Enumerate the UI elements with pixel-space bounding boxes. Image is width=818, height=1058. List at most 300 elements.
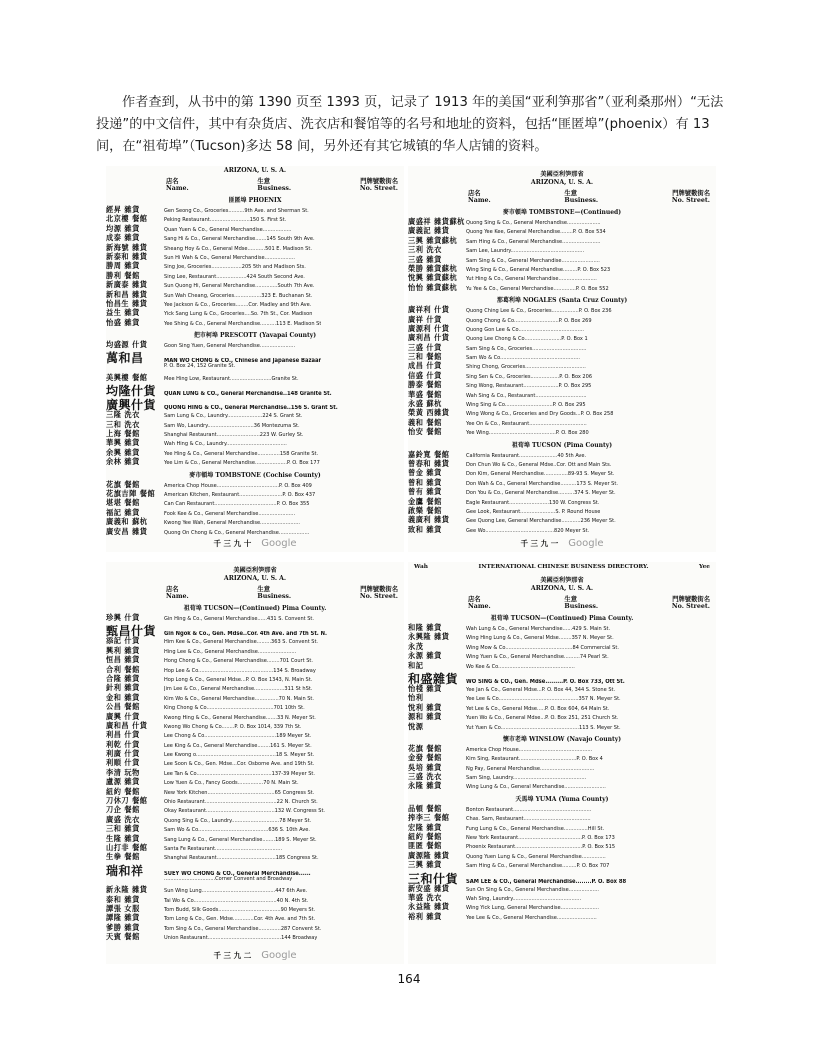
directory-entry (106, 340, 404, 349)
google-watermark: Google (261, 538, 297, 549)
entry-english: Quong Sing & Co., General Merchandise..................... (466, 220, 601, 226)
directory-entry (408, 804, 716, 813)
entry-chinese-name: 廣源隆 雜貨 (408, 850, 450, 860)
directory-entry (106, 796, 404, 805)
entry-english: Lee King & Co., General Merchandise........161 S. Meyer St. (164, 742, 312, 749)
entry-english: Lee Soon & Co., Gen. Mdse...Cor. Osborne Ave. and 19th St. (164, 761, 315, 768)
entry-chinese-name: 利乾 什貨 (106, 739, 140, 749)
entry-chinese-name: 曾有 雜貨 (408, 487, 442, 497)
page-header-english: ARIZONA, U. S. A. (530, 179, 594, 186)
entry-chinese-name: 山打非 餐館 (106, 842, 148, 852)
col-business-en: Business. (564, 603, 599, 610)
entry-english: Wah Sing, Laundry........................................... (466, 895, 582, 902)
directory-entry (106, 646, 404, 655)
entry-english: Wah Sing & Co., Restaurant................................ (466, 392, 587, 399)
directory-entry (408, 823, 716, 832)
entry-chinese-name: 公昌 餐館 (106, 702, 140, 712)
entry-english: Mee Hing Low, Restaurant..........................Granite St. (164, 375, 299, 382)
directory-entry (106, 758, 404, 767)
directory-entry (106, 777, 404, 786)
directory-entry (408, 870, 716, 884)
entry-chinese-name: 珍興 什貨 (106, 613, 140, 622)
directory-entry (106, 280, 404, 289)
entry-chinese-name: 上海 餐館 (106, 429, 140, 439)
entry-chinese-name: 品頓 餐館 (408, 803, 442, 813)
entry-english: Sing Joe, Groceries...................205 5th and Madison Sts. (164, 264, 306, 271)
scan-page-1393 (408, 562, 716, 964)
scan-footer (408, 538, 716, 549)
entry-chinese-name: 怡昌生 雜貨 (106, 298, 148, 308)
entry-chinese-name: 恒昌 雜貨 (106, 655, 140, 665)
directory-entry (106, 730, 404, 739)
entry-chinese-name: 瑞和祥 (106, 863, 144, 878)
entry-english: Tom Budd, Silk Goods.......................................90 Meyers St. (164, 906, 316, 913)
entry-chinese-name: 怡盛 雜貨 (106, 317, 140, 327)
directory-entry (408, 324, 716, 333)
entry-english: Sam Lee, Laundry.............................................. (466, 248, 585, 255)
entry-english: Ng Pay, General Merchandise.................................. (466, 765, 595, 772)
entry-chinese-name: 盧源 雜貨 (106, 777, 140, 787)
running-header (408, 562, 716, 572)
entry-english: Peking Restaurant.........................150 S. First St. (164, 217, 287, 224)
entry-english: Hong Chong & Co., General Merchandise........701 Court St. (164, 658, 313, 665)
page-header-chinese: 美國亞利笋那省 (540, 171, 584, 178)
entry-english: Sun Wing Lung..............................................447 6th Ave. (164, 888, 308, 895)
directory-entry (106, 885, 404, 894)
entry-chinese-name: 致和 雜貨 (408, 524, 442, 534)
directory-entry (106, 721, 404, 730)
directory-entry (106, 271, 404, 280)
directory-entry (408, 459, 716, 468)
entry-chinese-name: 三盛 洗衣 (408, 772, 442, 782)
entry-english: Hop Long & Co., General Mdse...P. O. Box 1343, N. Main St. (164, 676, 313, 683)
entry-english: Don You & Co., General Merchandise..........374 S. Meyer St. (466, 490, 616, 497)
page-header-chinese: 美國亞利笋那省 (540, 577, 584, 584)
entry-chinese-name: 永益隆 雜貨 (408, 902, 450, 912)
entry-chinese-name: 金發 餐館 (408, 753, 442, 763)
entry-chinese-name: 悅源 (408, 721, 424, 731)
entry-chinese-name: 均源 雜貨 (106, 223, 140, 233)
directory-entry (106, 448, 404, 457)
directory-entry (106, 349, 404, 366)
entry-chinese-name: 益生 雜貨 (106, 308, 140, 318)
directory-entry (408, 217, 716, 226)
page-number: 164 (397, 972, 421, 986)
col-business-cn: 生意 (564, 596, 578, 603)
footer-page-number: 千 三 九 十 (213, 539, 252, 548)
entry-english: Sam Sing, Laundry.............................................. (466, 775, 587, 782)
entry-chinese-name: 紐約 餐館 (408, 832, 442, 842)
directory-entry (106, 712, 404, 721)
entry-english: SUEY WO CHONG & CO., General Merchandise...... (164, 870, 311, 877)
entry-english: Wah Lung & Co., General Merchandise......429 S. Main St. (466, 626, 611, 632)
entry-chinese-name: 廣祥 什貨 (408, 314, 442, 324)
entry-english: Hing Lee & Co., General Merchandise........................ (164, 648, 297, 655)
directory-entry (408, 245, 716, 254)
directory-entry (408, 226, 716, 235)
entry-chinese-name: 新廣泰 雜貨 (106, 280, 148, 290)
section-title: 麥市頓埠 TOMBSTONE (Cochise County) (189, 471, 321, 479)
entry-english: America Chop House.............................................. (466, 746, 593, 753)
directory-entry (408, 399, 716, 408)
col-address (360, 178, 398, 192)
entry-chinese-name: 華盛 洗衣 (408, 892, 442, 902)
scan-page-1390 (106, 166, 404, 552)
entry-chinese-name: 金鷹 餐館 (408, 496, 442, 506)
runner-left: Wah (414, 564, 428, 570)
entry-english: Wing Wong & Co., Groceries and Dry Goods...P. O. Box 258 (466, 411, 614, 418)
section-title: 懷市老埠 WINSLOW (Navajo County) (502, 735, 622, 743)
entry-english: Wing Hing Lung & Co., General Mdse........357 N. Meyer St. (466, 635, 614, 642)
col-address-en: No. Street. (671, 197, 710, 204)
col-name-en: Name. (468, 197, 491, 204)
col-business-cn: 生意 (257, 178, 271, 185)
section-title: 祖荀埠 TUCSON—(Continued) Pima County. (490, 615, 634, 622)
directory-entry (408, 722, 716, 731)
entry-chinese-name: 利廣 什貨 (106, 749, 140, 759)
entry-english: ................................Corner Convent and Broadway (164, 875, 293, 882)
entry-chinese-name: 啟樂 餐館 (408, 505, 442, 515)
entry-chinese-name: 新泰和 雜貨 (106, 251, 148, 261)
entry-english: Gee Quong Lee, General Merchandise............236 Meyer St. (466, 518, 616, 525)
entry-chinese-name: 匪匿 餐館 (408, 841, 442, 851)
directory-entry (106, 318, 404, 327)
entry-english: Gen Seong Co., Groceries..........9th Ave. and Sherman St. (164, 208, 309, 214)
col-address-cn: 門牌號數街名 (360, 178, 398, 185)
entry-english: Yee Lee & Co., General Merchandise......................... (466, 914, 597, 921)
directory-entry (408, 693, 716, 702)
entry-english: Fook Kee & Co., General Merchandise....................... (164, 510, 296, 517)
directory-list (408, 450, 716, 535)
directory-entry (106, 740, 404, 749)
directory-entry (106, 768, 404, 777)
entry-english: Ohio Restaurant.............................................22 N. Church St. (164, 799, 318, 806)
directory-list (106, 205, 404, 327)
directory-entry (408, 515, 716, 524)
entry-chinese-name: 余林 雜貨 (106, 457, 140, 467)
directory-entry (408, 450, 716, 459)
directory-entry (408, 408, 716, 417)
entry-english: Can Can Restaurant.......................................P. O. Box 355 (164, 501, 310, 508)
entry-chinese-name: 針利 雜貨 (106, 683, 140, 693)
entry-english: Yee Jan & Co., General Mdse...P. O. Box 44, 344 S. Stone St. (466, 686, 616, 693)
entry-english: Sun Hi Wah & Co., General Merchandise................... (164, 254, 295, 261)
entry-english: Wing Lung & Co., General Merchandise.......................... (466, 784, 606, 791)
entry-english: Jim Lee & Co., General Merchandise...................311 St hSt. (164, 686, 313, 693)
directory-entry (106, 683, 404, 692)
directory-entry (106, 214, 404, 223)
directory-entry (408, 478, 716, 487)
entry-english: Kwong Yee Wah, General Merchandise......................... (164, 520, 300, 527)
entry-english: Sang Hi & Co., General Merchandise.......145 South 9th Ave. (164, 236, 315, 243)
entry-chinese-name: 永盛 蘇杭 (408, 399, 442, 409)
entry-english: Sun Wah Cheang, Groceries.................323 E. Buchanan St. (164, 292, 313, 299)
entry-english: Yut Hing & Co., General Merchandise........................ (466, 276, 597, 283)
directory-entry (408, 651, 716, 660)
entry-chinese-name: 李清 玩物 (106, 767, 140, 777)
entry-chinese-name: 怡利 (408, 693, 424, 703)
entry-english: Bonton Restaurant................................................. (466, 806, 592, 813)
section-title: 祖荀埠 TUCSON—(Continued) Pima County. (183, 605, 327, 612)
section-title: 把市柯埠 PRESCOTT (Yavapai County) (193, 332, 317, 340)
directory-list (106, 340, 404, 467)
entry-english: Quan Yuen & Co., General Merchandise.................. (164, 226, 292, 233)
entry-english: King Chong & Co..........................................701 10th St. (164, 705, 305, 712)
entry-chinese-name: 和盛雜貨 (408, 671, 459, 686)
directory-entry (106, 913, 404, 922)
entry-chinese-name: 三和什貨 (408, 871, 459, 886)
entry-english: Wing Mow & Co..........................................84 Commercial St. (466, 644, 619, 651)
entry-chinese-name: 裕利 雜貨 (408, 911, 442, 921)
directory-entry (106, 243, 404, 252)
entry-english: Yee Hing & Co., General Merchandise..............158 Granite St. (164, 450, 319, 457)
entry-english: Sam Lung & Co., Laundry......................224 S. Grant St. (164, 413, 303, 420)
col-name (468, 190, 491, 204)
runner-right: Yee (698, 564, 710, 570)
entry-chinese-name: 永茂 (408, 641, 424, 651)
entry-chinese-name: 紐約 餐館 (106, 786, 140, 796)
intro-paragraph: 作者查到，从书中的第 1390 页至 1393 页，记录了 1913 年的美国“亚利笋那省”（亚利桑那州）“无法投递”的中文信件，其中有杂货店、洗衣店和餐馆等的名号和地址的资料，包括“匪匿埠”(phoenix）有 13 间，在“祖荀埠”（Tucson)多达 58 间，另外还有其它城镇的华人店铺的资料。 (96, 95, 724, 154)
entry-chinese-name: 勝泰 餐館 (408, 380, 442, 390)
entry-chinese-name: 天賓 餐館 (106, 932, 140, 942)
entry-chinese-name: 新海號 雜貨 (106, 242, 148, 252)
entry-english: Him Kee & Co., General Merchandise.........363 S. Convent St. (164, 639, 319, 646)
directory-entry (408, 781, 716, 790)
directory-entry (106, 299, 404, 308)
entry-english: Sam Wo & Co............................................636 S. 10th Ave. (164, 827, 310, 834)
entry-chinese-name: 利昌 什貨 (106, 730, 140, 740)
directory-entry (106, 904, 404, 913)
col-name-cn: 店名 (468, 596, 481, 603)
entry-english: Wo Kee & Co................................................ (466, 663, 575, 670)
col-address (360, 586, 398, 600)
directory-entry (408, 273, 716, 282)
directory-entry (408, 851, 716, 860)
directory-entry (408, 315, 716, 324)
entry-chinese-name: 美興樓 餐館 (106, 372, 148, 382)
entry-english: SAM LEE & CO., General Merchandise........P. O. Box 88 (466, 878, 627, 885)
entry-english: Wah Hing & Co., Laundry...................................... (164, 441, 287, 448)
entry-chinese-name: 廣盛 洗衣 (106, 814, 140, 824)
entry-english: Sun On Sing & Co., General Merchandise................... (466, 886, 600, 893)
entry-english: Hop Lee & Co...............................................134 S. Broadway (164, 667, 316, 674)
entry-chinese-name: 甄昌什貨 (106, 624, 157, 639)
directory-entry (408, 468, 716, 477)
col-name (166, 586, 189, 600)
directory-entry (408, 661, 716, 670)
entry-chinese-name: 三利 洗衣 (408, 245, 442, 255)
directory-entry (408, 832, 716, 841)
directory-entry (408, 343, 716, 352)
scan-page-1392 (106, 562, 404, 964)
directory-entry (106, 498, 404, 507)
entry-chinese-name: 廣源利 什貨 (408, 323, 450, 333)
entry-english: Sing Lee, Restaurant...................424 South Second Ave. (164, 273, 305, 280)
entry-chinese-name: 合利 餐館 (106, 664, 140, 674)
entry-english: Kwong Hing & Co., General Merchandise.......33 N. Meyer St. (164, 714, 316, 721)
entry-english: Wing Sing & Co..............................P. O. Box 295 (466, 402, 586, 409)
entry-chinese-name: 永隆 雜貨 (408, 781, 442, 791)
entry-chinese-name: 合隆 雜貨 (106, 673, 140, 683)
entry-english: America Chop House.......................................P. O. Box 409 (164, 482, 312, 489)
entry-chinese-name: 廣興 什貨 (106, 711, 140, 721)
directory-entry (106, 843, 404, 852)
entry-english: Wing Yick Lung, General Merchandise........................ (466, 905, 599, 912)
directory-entry (408, 418, 716, 427)
entry-english: Union Restaurant..............................................144 Broadway (164, 935, 318, 942)
directory-entry (408, 487, 716, 496)
entry-chinese-name: 爹勝 雜貨 (106, 922, 140, 932)
entry-english: California Restaurant........................40 5th Ave. (466, 452, 587, 459)
section-title: 那葛利埠 NOGALES (Santa Cruz County) (496, 297, 628, 305)
entry-english: Quong Yuen Lung & Co., General Merchandise............... (466, 853, 606, 860)
directory-list (106, 613, 404, 942)
entry-chinese-name: 余興 雜貨 (106, 447, 140, 457)
entry-chinese-name: 堪堪 餐館 (106, 498, 140, 508)
directory-entry (106, 815, 404, 824)
directory-list (408, 804, 716, 921)
directory-entry (106, 805, 404, 814)
entry-chinese-name: 永興隆 雜貨 (408, 632, 450, 642)
column-headings (408, 596, 716, 610)
entry-english: American Kitchen, Restaurant...........................P. O. Box 437 (164, 491, 316, 498)
directory-entry (408, 763, 716, 772)
entry-english: Yee On & Co., Restaurant.................................... (466, 420, 587, 427)
entry-chinese-name: 廣興什貨 (106, 398, 157, 413)
col-address-cn: 門牌號數街名 (360, 586, 398, 593)
directory-entry (106, 749, 404, 758)
entry-chinese-name: 三興 雜貨蘇杭 (408, 235, 458, 245)
directory-entry (106, 438, 404, 447)
directory-entry (408, 623, 716, 632)
entry-english: Fung Lung & Co., General Merchandise...............Hill St. (466, 825, 605, 832)
scan-footer (106, 538, 404, 549)
directory-entry (408, 380, 716, 389)
directory-entry (408, 333, 716, 342)
directory-entry (106, 665, 404, 674)
section-title: 匪匿埠 PHOENIX (228, 197, 282, 204)
directory-entry (106, 527, 404, 536)
column-headings (408, 190, 716, 204)
col-name-en: Name. (166, 185, 189, 192)
entry-english: P. O. Box 24, 152 Granite St. (164, 363, 236, 370)
entry-chinese-name: 源和 雜貨 (408, 712, 442, 722)
entry-chinese-name: 三和 洗衣 (106, 419, 140, 429)
entry-chinese-name: 義廣利 雜貨 (408, 515, 450, 525)
entry-english: Kim Wo & Co., General Merchandise...............70 N. Main St. (164, 695, 315, 702)
entry-english: Wing Sing & Co., General Merchandise.........P. O. Box 523 (466, 266, 611, 273)
directory-entry (408, 305, 716, 314)
entry-chinese-name: 和隆 雜貨 (408, 623, 442, 632)
directory-entry (106, 429, 404, 438)
directory-entry (106, 373, 404, 382)
directory-entry (106, 824, 404, 833)
entry-chinese-name: 三盛 雜貨 (408, 254, 442, 264)
entry-chinese-name: 新永隆 雜貨 (106, 885, 148, 895)
entry-chinese-name: 新安盛 雜貨 (408, 883, 450, 893)
entry-chinese-name: 成昌 什貨 (408, 361, 442, 371)
entry-english: Quong Yee Kee, General Merchandise........P. O. Box 534 (466, 229, 606, 236)
directory-entry (106, 852, 404, 861)
entry-chinese-name: 廣利昌 什貨 (408, 333, 450, 343)
entry-english: Sheang Hoy & Co., General Mdse...........501 E. Madison St. (164, 245, 312, 252)
entry-english: Sang Lung & Co., General Merchandise........189 S. Meyer St. (164, 836, 317, 843)
col-business (257, 586, 291, 600)
entry-english: Wing Yuen & Co., General Merchandise..........74 Pearl St. (466, 654, 609, 661)
entry-chinese-name: 怡怡 雜貨蘇杭 (408, 282, 458, 292)
entry-chinese-name: 三隆 洗衣 (106, 410, 140, 420)
entry-english: Yee Wing..........................................P. O. Box 280 (466, 430, 589, 437)
entry-english: Sing Wong, Restaurant......................P. O. Box 295 (466, 383, 592, 390)
col-business (564, 190, 598, 204)
col-name-cn: 店名 (166, 586, 179, 593)
entry-chinese-name: 均盛源 什貨 (106, 340, 148, 350)
scan-footer (106, 950, 404, 961)
entry-chinese-name: 怡棧 雜貨 (408, 683, 442, 693)
entry-english: QUAN LUNG & CO., General Merchandise..148 Granite St. (164, 391, 332, 398)
directory-entry (106, 261, 404, 270)
entry-english: Shing Chong, Groceries...................................... (466, 364, 586, 371)
section-title: 祖荀埠 TUCSON (Pima County) (511, 441, 613, 449)
entry-english: Yee Lim & Co., General Merchandise....................P. O. Box 177 (164, 460, 320, 467)
entry-chinese-name: 悅利 雜貨 (408, 702, 442, 712)
directory-list (408, 744, 716, 791)
entry-english: Yick Sang Lung & Co., Groceries....So. 7th St., Cor. Madison (164, 311, 313, 318)
directory-entry (408, 703, 716, 712)
col-business (257, 178, 291, 192)
entry-english: Eagle Restaurant.........................130 W. Congress St. (466, 499, 600, 506)
col-address-cn: 門牌號數街名 (672, 596, 710, 603)
directory-entry (408, 642, 716, 651)
directory-entry (106, 457, 404, 466)
entry-chinese-name: 宏隆 雜貨 (408, 822, 442, 832)
col-name-en: Name. (468, 603, 491, 610)
entry-english: Gee Wo...........................................820 Meyer St. (466, 527, 590, 534)
entry-english: Shanghai Restaurant...........................223 W. Gurley St. (164, 432, 304, 439)
entry-chinese-name: 利順 什貨 (106, 758, 140, 768)
entry-chinese-name: 廣盛祥 雜貨蘇杭 (408, 217, 465, 226)
directory-entry (408, 525, 716, 534)
directory-entry (106, 895, 404, 904)
entry-chinese-name: 三盛 什貨 (408, 342, 442, 352)
entry-english: Sam Hing & Co., General Merchandise.........P. O. Box 707 (466, 863, 610, 870)
directory-entry (106, 290, 404, 299)
entry-english: Yu Yee & Co., General Merchandise..............P. O. Box 552 (466, 285, 609, 292)
entry-chinese-name: 刀休刀 餐館 (106, 796, 148, 806)
entry-chinese-name: 曾春和 雜貨 (408, 458, 450, 468)
directory-entry (408, 506, 716, 515)
entry-english: Tom Sing & Co., General Merchandise..............287 Convent St. (164, 925, 322, 932)
footer-page-number: 千 三 九 一 (520, 539, 559, 548)
directory-entry (408, 670, 716, 684)
entry-english: Yee Shing & Co., General Merchandise..........113 E. Madison St (164, 320, 322, 327)
entry-chinese-name: 經昇 雜貨 (106, 205, 140, 214)
directory-entry (408, 632, 716, 641)
directory-entry (106, 382, 404, 399)
directory-entry (408, 684, 716, 693)
col-business-en: Business. (257, 593, 292, 600)
entry-chinese-name: 勝利 餐館 (106, 270, 140, 280)
entry-chinese-name: 新和昌 雜貨 (106, 289, 148, 299)
directory-entry (106, 622, 404, 639)
entry-chinese-name: 悅興 雜貨蘇杭 (408, 273, 458, 283)
entry-english: Quong Gon Lee & Co......................................... (466, 326, 585, 333)
col-name-cn: 店名 (166, 178, 179, 185)
entry-chinese-name: 北京樓 餐館 (106, 214, 148, 224)
entry-english: New York Kitchen..........................................65 Congress St. (164, 789, 315, 796)
entry-chinese-name: 三和 雜貨 (106, 824, 140, 834)
entry-chinese-name: 三和 餐館 (408, 352, 442, 362)
